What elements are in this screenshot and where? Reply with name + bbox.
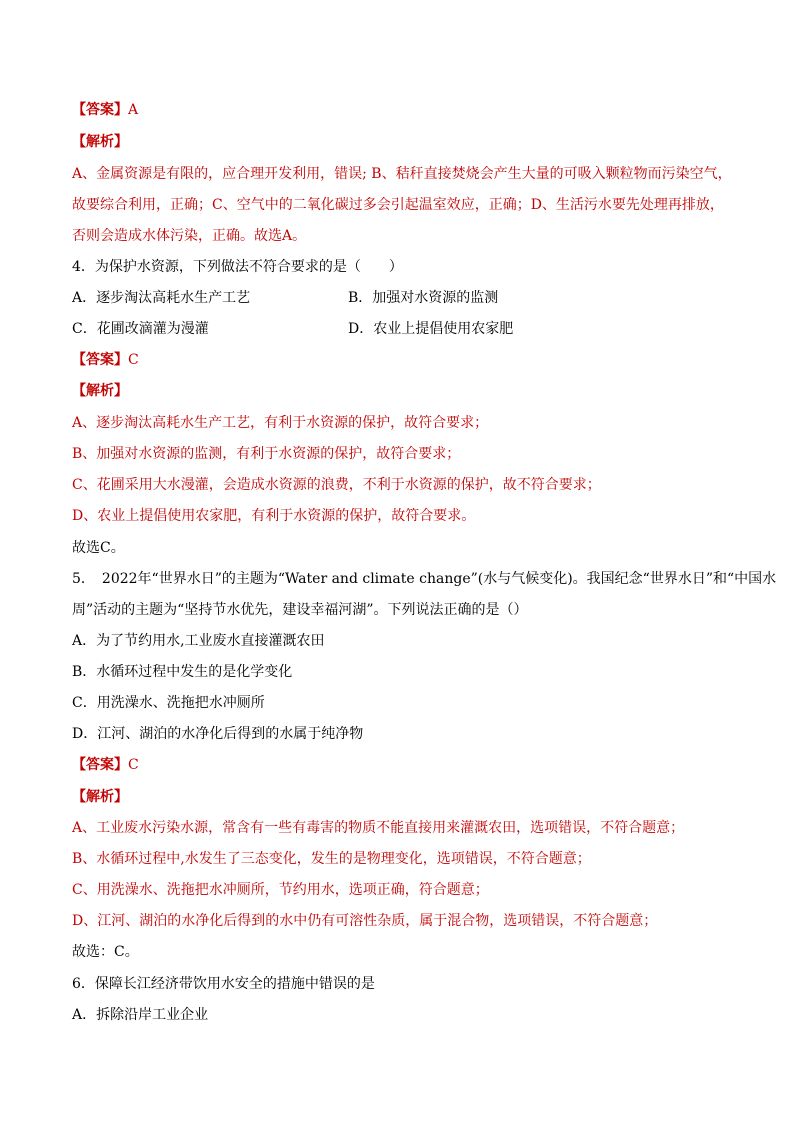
q4-option-d: D．农业上提倡使用农家肥 (348, 321, 514, 337)
q5-option: B．水循环过程中发生的是化学变化 (72, 664, 293, 680)
q4-analysis-line: D、农业上提倡使用农家肥，有利于水资源的保护，故符合要求。 (72, 508, 476, 524)
q5-option: A．为了节约用水,工业废水直接灌溉农田 (72, 633, 325, 649)
analysis-tag: 【解析】 (72, 383, 128, 399)
q5-analysis-line: C、用洗澡水、洗拖把水冲厕所，节约用水，选项正确，符合题意； (72, 882, 489, 898)
q5-analysis-tag-line (72, 787, 128, 807)
q6-option: A．拆除沿岸工业企业 (72, 1007, 209, 1023)
q4-analysis-tag-line (72, 381, 128, 401)
q4-analysis-line: A、逐步淘汰高耗水生产工艺，有利于水资源的保护，故符合要求； (72, 415, 489, 431)
q5-analysis-line: B、水循环过程中,水发生了三态变化，发生的是物理变化，选项错误，不符合题意； (72, 851, 591, 867)
q3-analysis-line: A、金属资源是有限的，应合理开发利用，错误; B、秸秆直接焚烧会产生大量的可吸入颗粒物而污染空气， (72, 166, 732, 182)
q5-answer-line (72, 755, 139, 775)
analysis-tag: 【解析】 (72, 134, 128, 150)
q5-conclusion: 故选：C。 (72, 944, 139, 960)
answer-value: A (128, 102, 139, 118)
answer-value: C (128, 757, 139, 773)
q5-stem-line: 周”活动的主题为“坚持节水优先，建设幸福河湖”。下列说法正确的是（） (72, 602, 528, 618)
q3-analysis-line: 否则会造成水体污染，正确。故选A。 (72, 228, 307, 244)
q4-answer-line (72, 350, 139, 370)
q3-analysis-line: 故要综合利用，正确；C、空气中的二氧化碳过多会引起温室效应，正确；D、生活污水要先处理再排放， (72, 197, 724, 213)
q4-analysis-line: C、花圃采用大水漫灌，会造成水资源的浪费，不利于水资源的保护，故不符合要求； (72, 477, 601, 493)
answer-tag: 【答案】 (72, 757, 128, 773)
q3-analysis-tag-line (72, 132, 128, 152)
q4-conclusion: 故选C。 (72, 540, 125, 556)
q5-analysis-line: D、江河、湖泊的水净化后得到的水中仍有可溶性杂质，属于混合物，选项错误，不符合题意； (72, 913, 658, 929)
q5-option: D．江河、湖泊的水净化后得到的水属于纯净物 (72, 726, 364, 742)
answer-tag: 【答案】 (72, 352, 128, 368)
answer-tag: 【答案】 (72, 102, 128, 118)
q5-analysis-line: A、工业废水污染水源，常含有一些有毒害的物质不能直接用来灌溉农田，选项错误，不符合题意； (72, 820, 685, 836)
q4-option-b: B．加强对水资源的监测 (348, 290, 499, 306)
q4-stem: 4．为保护水资源，下列做法不符合要求的是（ ） (72, 259, 403, 275)
q3-answer-line (72, 100, 138, 120)
q5-stem-line: 5． 2022年“世界水日”的主题为“Water and climate change”(水与气候变化)。我国纪念“世界水日”和“中国水 (72, 571, 777, 587)
q5-option: C．用洗澡水、洗拖把水冲厕所 (72, 695, 265, 711)
answer-value: C (128, 352, 139, 368)
q6-stem: 6．保障长江经济带饮用水安全的措施中错误的是 (72, 976, 375, 992)
q4-option-a: A．逐步淘汰高耗水生产工艺 (72, 290, 251, 306)
q4-option-c: C．花圃改滴灌为漫灌 (72, 321, 209, 337)
analysis-tag: 【解析】 (72, 789, 128, 805)
q4-analysis-line: B、加强对水资源的监测，有利于水资源的保护，故符合要求； (72, 446, 461, 462)
